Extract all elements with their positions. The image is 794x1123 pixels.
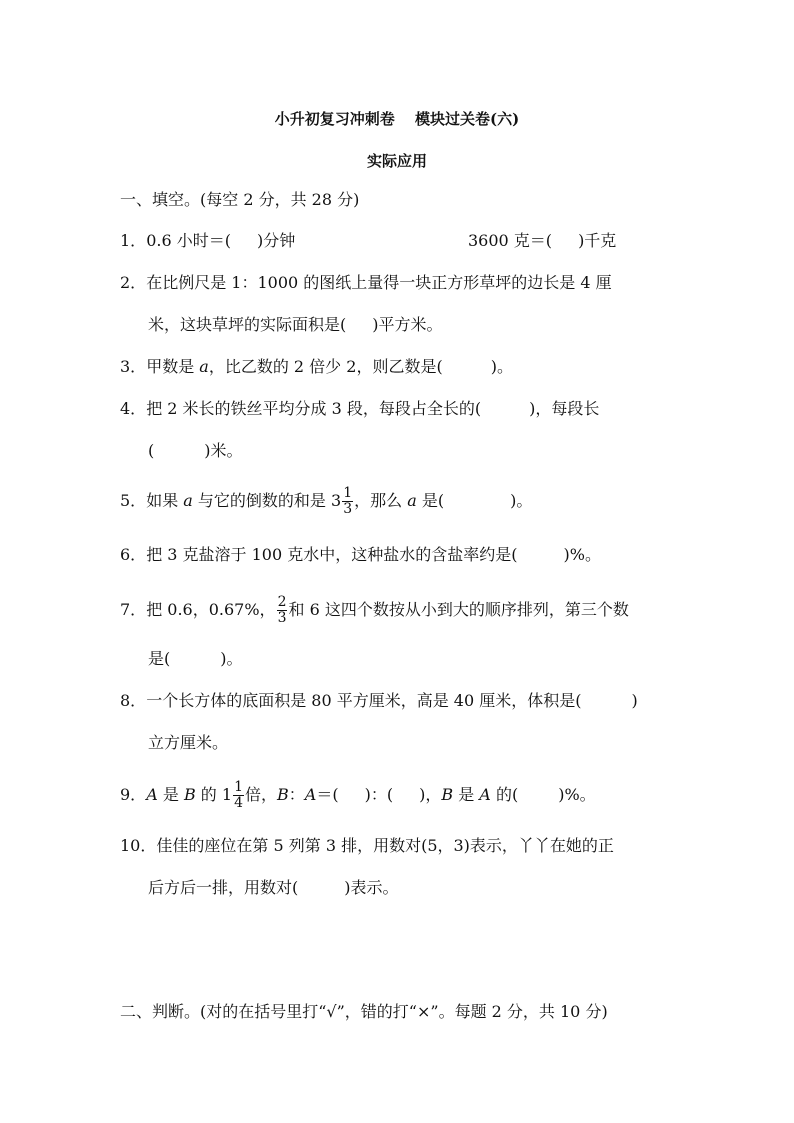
exam-subtitle: 实际应用 (366, 152, 427, 170)
question-4-line-2: ( )米。 (148, 441, 243, 460)
question-number: 2． (120, 273, 147, 292)
question-10-line-2: 后方后一排，用数对( )表示。 (148, 878, 399, 897)
exam-title: 小升初复习冲刺卷 模块过关卷(六) (274, 110, 520, 128)
question-number: 3． (120, 357, 147, 376)
question-2: 2．在比例尺是 1：1000 的图纸上量得一块正方形草坪的边长是 4 厘 (120, 273, 612, 292)
question-number: 5． (120, 491, 147, 510)
question-9: 9．A 是 B 的 1 $\frac{1}{4}$ 倍，B：A＝( )：( )，B 是 A 的( )%。 (120, 779, 596, 811)
question-1: 1．0.6 小时＝( )分钟 (120, 231, 296, 250)
question-8: 8．一个长方体的底面积是 80 平方厘米，高是 40 厘米，体积是( ) (120, 691, 638, 710)
question-number: 7． (120, 600, 147, 619)
fraction-one-quarter: $\frac{1}{4}$ (234, 779, 243, 811)
fraction-two-thirds: $\frac{2}{3}$ (277, 594, 287, 626)
question-2-line-2: 米，这块草坪的实际面积是( )平方米。 (148, 315, 443, 334)
question-7: 7．把 0.6，0.67%， $\frac{2}{3}$ 和 6 这四个数按从小到大的顺序排列，第三个数 (120, 594, 629, 626)
question-number: 9． (120, 785, 147, 804)
question-number: 1． (120, 231, 147, 250)
section-1-heading: 一、填空。(每空 2 分，共 28 分) (120, 190, 360, 209)
question-8-line-2: 立方厘米。 (148, 733, 229, 752)
question-number: 8． (120, 691, 147, 710)
question-10: 10．佳佳的座位在第 5 列第 3 排，用数对(5，3)表示，丫丫在她的正 (120, 836, 614, 855)
section-2-heading: 二、判断。(对的在括号里打“√”，错的打“×”。每题 2 分，共 10 分) (120, 1002, 608, 1021)
fraction-one-third: $\frac{1}{3}$ (343, 485, 353, 517)
question-number: 10． (120, 836, 157, 855)
question-number: 6． (120, 545, 147, 564)
question-1-part-2: 3600 克＝( )千克 (468, 231, 617, 250)
question-7-line-2: 是( )。 (148, 649, 243, 668)
question-3: 3．甲数是 a，比乙数的 2 倍少 2，则乙数是( )。 (120, 357, 513, 376)
question-6: 6．把 3 克盐溶于 100 克水中，这种盐水的含盐率约是( )%。 (120, 545, 601, 564)
question-4: 4．把 2 米长的铁丝平均分成 3 段，每段占全长的( )，每段长 (120, 399, 600, 418)
question-number: 4． (120, 399, 147, 418)
question-5: 5．如果 a 与它的倒数的和是 3 $\frac{1}{3}$ ，那么 a 是( )。 (120, 485, 533, 517)
